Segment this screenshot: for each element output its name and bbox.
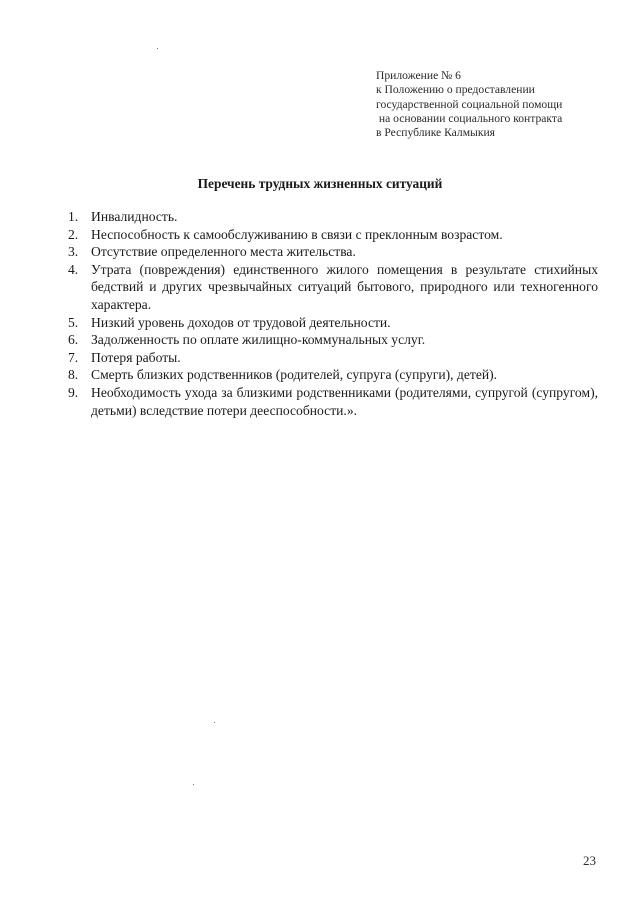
item-text: Смерть близких родственников (родителей, супруга (супруги), детей).: [91, 367, 498, 383]
appendix-line: на основании социального контракта: [376, 111, 563, 125]
scan-speck: [193, 784, 194, 785]
list-item: [68, 243, 598, 261]
item-number: 2.: [68, 226, 79, 242]
list-item: [68, 331, 598, 349]
scan-speck: [157, 48, 158, 49]
item-number: 5.: [68, 314, 79, 330]
appendix-line: к Положению о предоставлении: [376, 83, 535, 97]
list-item: [68, 349, 598, 367]
item-text: Необходимость ухода за близкими родственниками (родителями, супругой (супругом), детьми) вследствие потери дееспособности.».: [91, 384, 598, 418]
item-number: 6.: [68, 332, 79, 348]
item-number: 4.: [68, 261, 79, 277]
situations-list: [68, 208, 598, 419]
item-number: 1.: [68, 209, 79, 224]
list-item: [68, 366, 598, 384]
appendix-line: Приложение № 6: [376, 69, 461, 82]
list-item: [68, 314, 598, 332]
item-text: Отсутствие определенного места жительства.: [91, 244, 356, 260]
appendix-line: в Республике Калмыкия: [376, 126, 495, 140]
list-item: [68, 384, 598, 419]
item-text: Утрата (повреждения) единственного жилого помещения в результате стихийных бедствий и других чрезвычайных ситуаций бытового, природного или техногенного характера.: [91, 261, 598, 312]
item-number: 9.: [68, 384, 79, 400]
document-title: Перечень трудных жизненных ситуаций: [197, 176, 443, 191]
item-text: Задолженность по оплате жилищно-коммунальных услуг.: [91, 332, 426, 348]
item-text: Низкий уровень доходов от трудовой деятельности.: [91, 314, 391, 330]
list-item: [68, 226, 598, 244]
item-text: Неспособность к самообслуживанию в связи с преклонным возрастом.: [91, 226, 503, 242]
item-text: Потеря работы.: [91, 349, 181, 365]
appendix-header: [376, 69, 616, 140]
list-item: [68, 261, 598, 314]
item-number: 3.: [68, 244, 79, 260]
item-text: Инвалидность.: [91, 209, 178, 224]
item-number: 8.: [68, 367, 79, 383]
list-item: [68, 208, 598, 226]
page-number: 23: [583, 853, 596, 868]
scan-speck: [214, 722, 215, 723]
item-number: 7.: [68, 349, 79, 365]
appendix-line: государственной социальной помощи: [376, 97, 563, 111]
